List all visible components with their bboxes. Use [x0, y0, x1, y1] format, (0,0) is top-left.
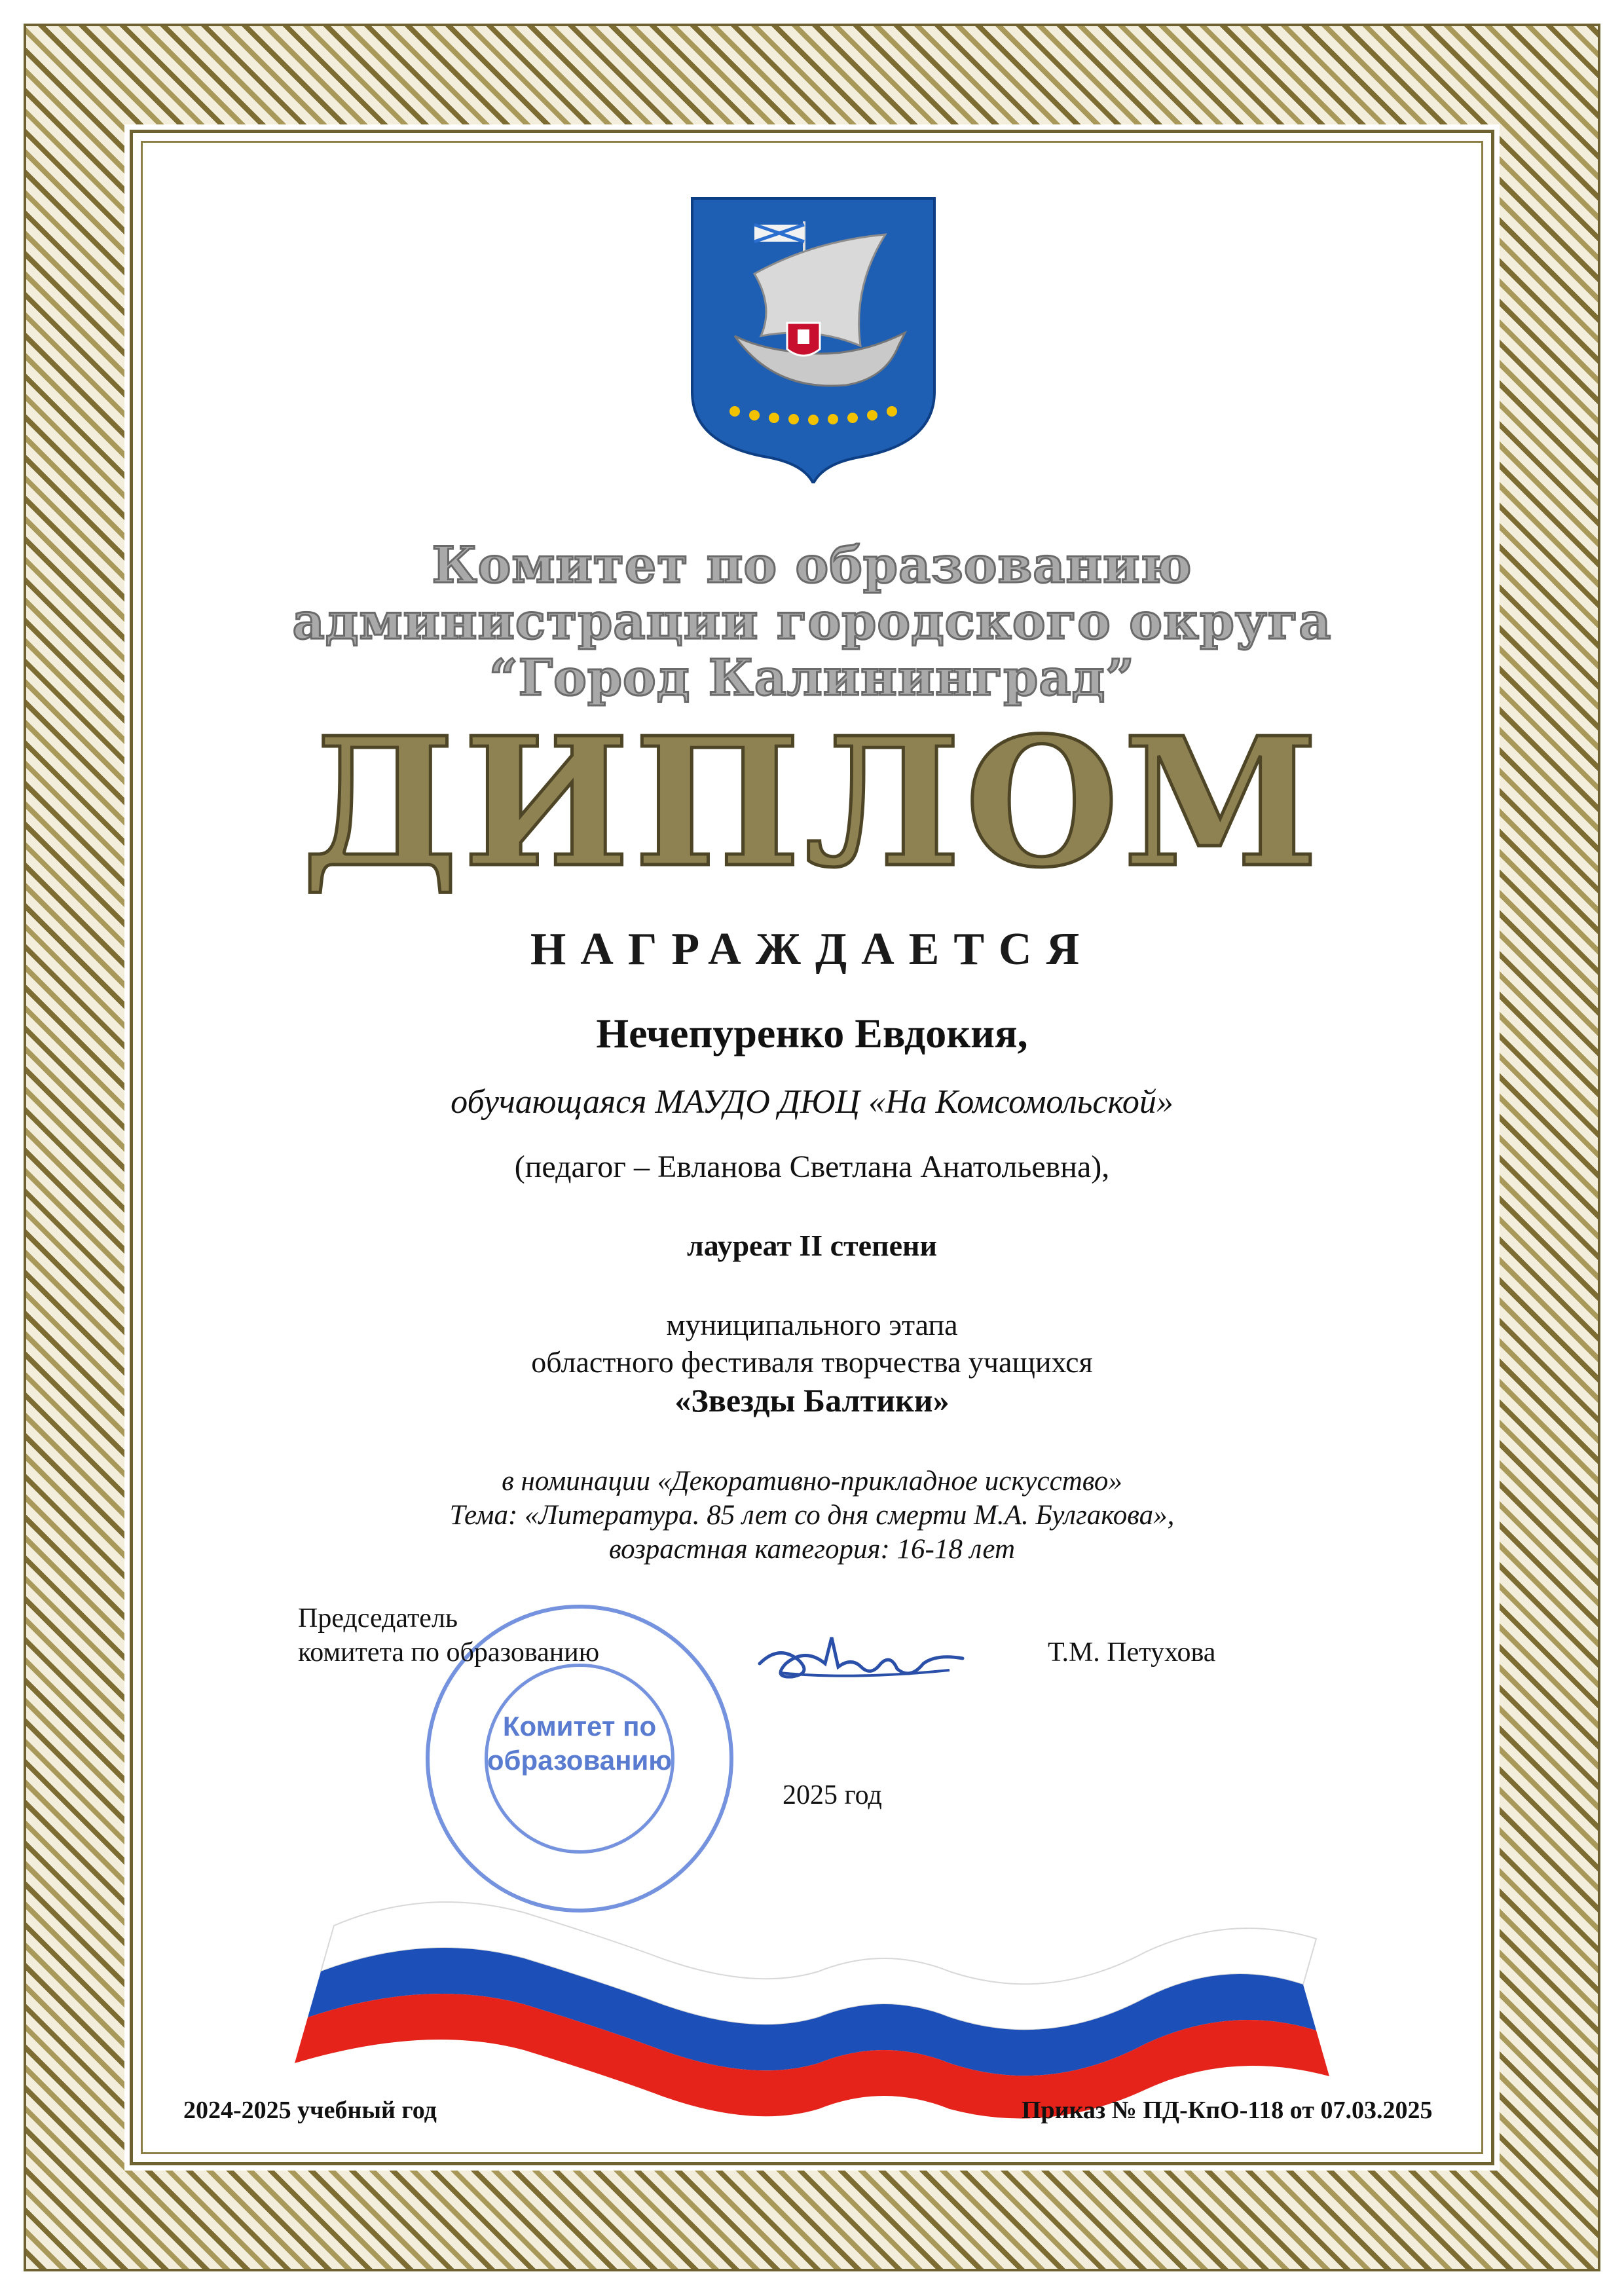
- signature-icon: [753, 1618, 969, 1696]
- nomination-line-2: Тема: «Литература. 85 лет со дня смерти М.А. Булгакова»,: [449, 1500, 1175, 1531]
- order-reference: Приказ № ПД-КпО-118 от 07.03.2025: [1022, 2097, 1433, 2124]
- academic-year: 2024-2025 учебный год: [183, 2097, 437, 2124]
- diploma-title: ДИПЛОМ: [301, 698, 1323, 906]
- nomination-line-1: в номинации «Декоративно-прикладное искусство»: [502, 1466, 1122, 1497]
- signatory-title-line-2: комитета по образованию: [298, 1637, 600, 1668]
- organization-line-1: Комитет по образованию: [432, 536, 1192, 594]
- event-line-2: областного фестиваля творчества учащихся: [531, 1345, 1093, 1379]
- organization-line-2: администрации городского округа: [292, 592, 1332, 650]
- issue-year: 2025 год: [783, 1780, 882, 1810]
- nomination-line-3: возрастная категория: 16-18 лет: [609, 1534, 1015, 1565]
- coat-of-arms-icon: [689, 195, 938, 483]
- recipient-teacher: (педагог – Евланова Светлана Анатольевна),: [514, 1149, 1110, 1184]
- organization-line-3: “Город Калининград”: [489, 648, 1135, 707]
- signatory-title-line-1: Председатель: [298, 1603, 458, 1633]
- event-line-1: муниципального этапа: [666, 1308, 958, 1341]
- event-name: «Звезды Балтики»: [674, 1382, 950, 1419]
- signatory-name: Т.М. Петухова: [1048, 1637, 1216, 1668]
- stamp-center-text: Комитет по образованию: [487, 1711, 673, 1776]
- recipient-name: Нечепуренко Евдокия,: [596, 1010, 1028, 1056]
- award-rank: лауреат II степени: [686, 1229, 938, 1262]
- russian-flag-ribbon-icon: [295, 1873, 1356, 2122]
- awarded-label: НАГРАЖДАЕТСЯ: [530, 924, 1094, 975]
- recipient-institution: обучающаяся МАУДО ДЮЦ «На Комсомольской»: [451, 1083, 1173, 1121]
